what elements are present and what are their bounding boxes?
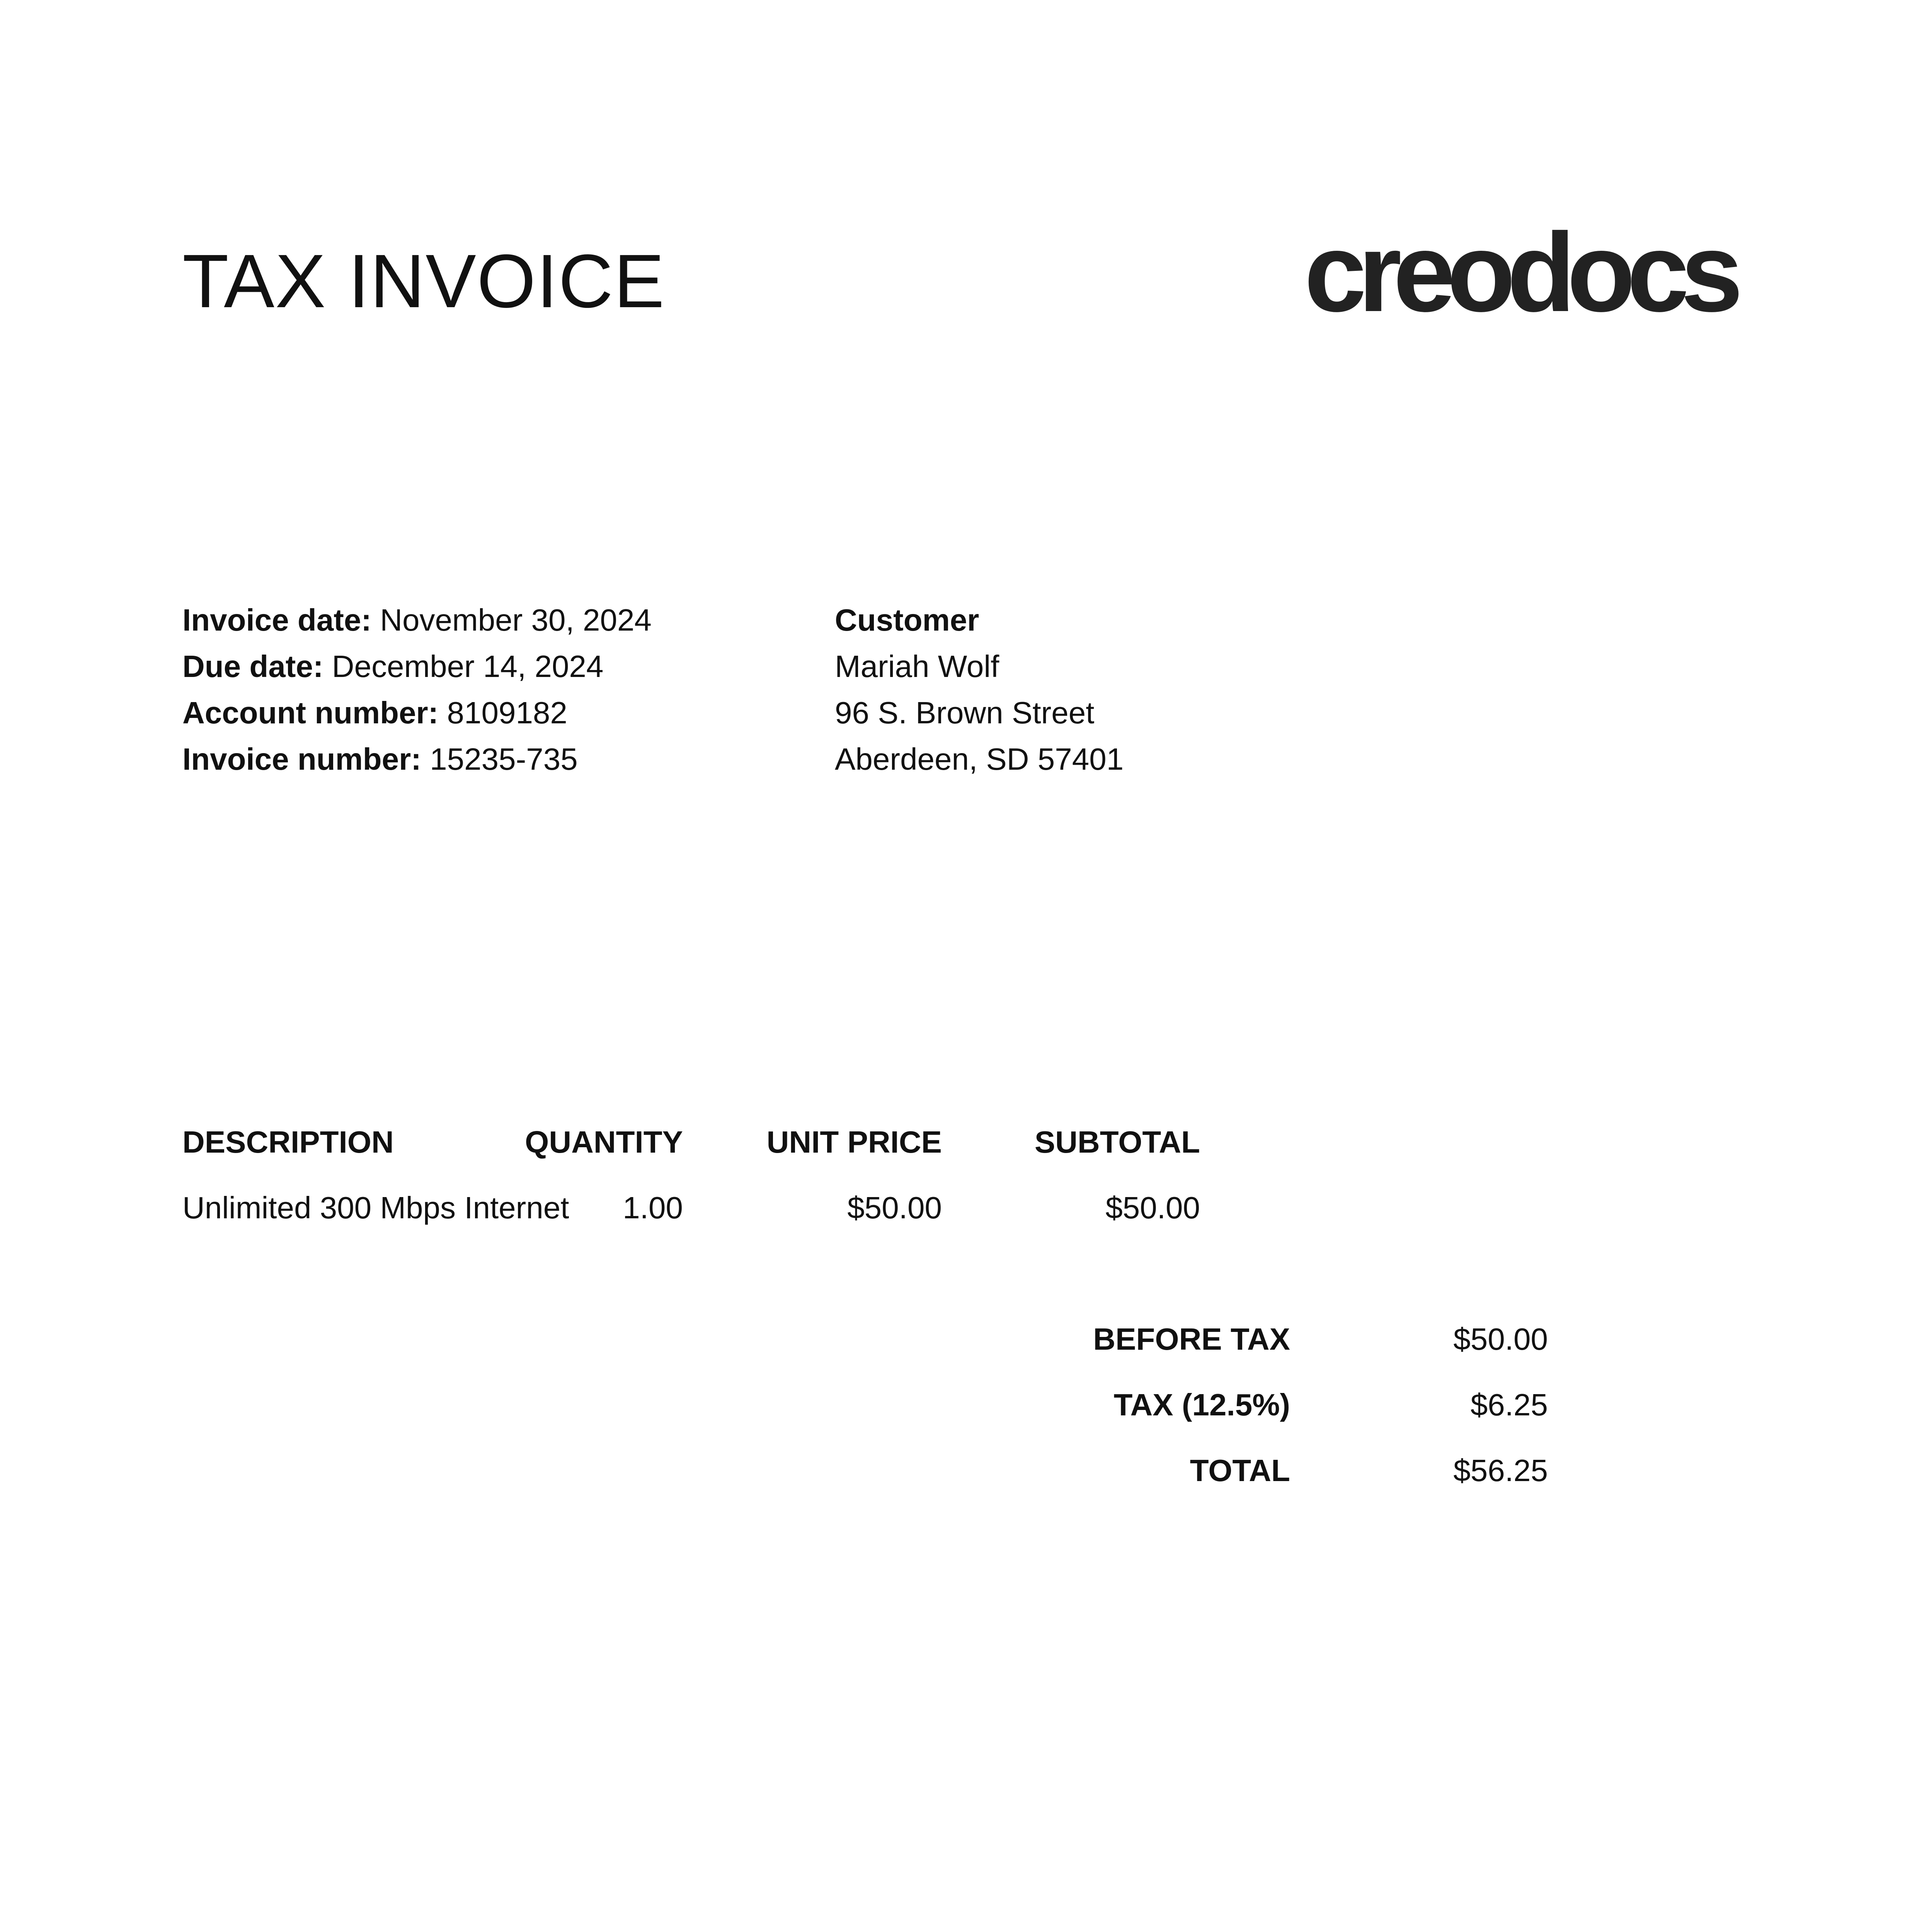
invoice-number-row xyxy=(182,736,652,782)
total-value: $56.25 xyxy=(1453,1453,1548,1488)
total-row xyxy=(182,1453,1548,1519)
account-number-row xyxy=(182,690,652,736)
line-items-table xyxy=(182,1124,1547,1256)
table-header-row xyxy=(182,1124,1547,1190)
account-number-label: Account number: xyxy=(182,696,439,730)
document-title: TAX INVOICE xyxy=(182,239,666,323)
creodocs-logo: creodocs xyxy=(1304,210,1735,335)
invoice-meta xyxy=(182,597,652,782)
invoice-date-value: November 30, 2024 xyxy=(380,603,652,637)
account-number-value: 8109182 xyxy=(447,696,567,730)
column-header-unit-price: UNIT PRICE xyxy=(766,1125,942,1159)
invoice-number-label: Invoice number: xyxy=(182,742,421,776)
column-header-quantity: QUANTITY xyxy=(525,1125,683,1159)
customer-street: 96 S. Brown Street xyxy=(835,696,1095,730)
totals-block xyxy=(182,1321,1548,1519)
customer-city: Aberdeen, SD 57401 xyxy=(835,742,1124,776)
invoice-number-value: 15235-735 xyxy=(430,742,578,776)
total-label: TOTAL xyxy=(1190,1453,1290,1488)
tax-value: $6.25 xyxy=(1470,1388,1548,1422)
due-date-row xyxy=(182,643,652,690)
column-header-description: DESCRIPTION xyxy=(182,1125,394,1159)
invoice-date-label: Invoice date: xyxy=(182,603,372,637)
item-unit-price: $50.00 xyxy=(847,1190,942,1225)
customer-block xyxy=(835,597,1124,782)
item-quantity: 1.00 xyxy=(623,1190,683,1225)
before-tax-value: $50.00 xyxy=(1453,1322,1548,1356)
tax-row xyxy=(182,1387,1548,1453)
table-row xyxy=(182,1190,1547,1256)
item-subtotal: $50.00 xyxy=(1105,1190,1200,1225)
due-date-label: Due date: xyxy=(182,649,323,684)
before-tax-row xyxy=(182,1321,1548,1387)
invoice-date-row xyxy=(182,597,652,643)
due-date-value: December 14, 2024 xyxy=(332,649,604,684)
tax-label: TAX (12.5%) xyxy=(1113,1388,1290,1422)
customer-name: Mariah Wolf xyxy=(835,649,999,684)
column-header-subtotal: SUBTOTAL xyxy=(1034,1125,1200,1159)
before-tax-label: BEFORE TAX xyxy=(1093,1322,1290,1356)
item-description: Unlimited 300 Mbps Internet xyxy=(182,1190,569,1225)
customer-heading: Customer xyxy=(835,603,979,637)
